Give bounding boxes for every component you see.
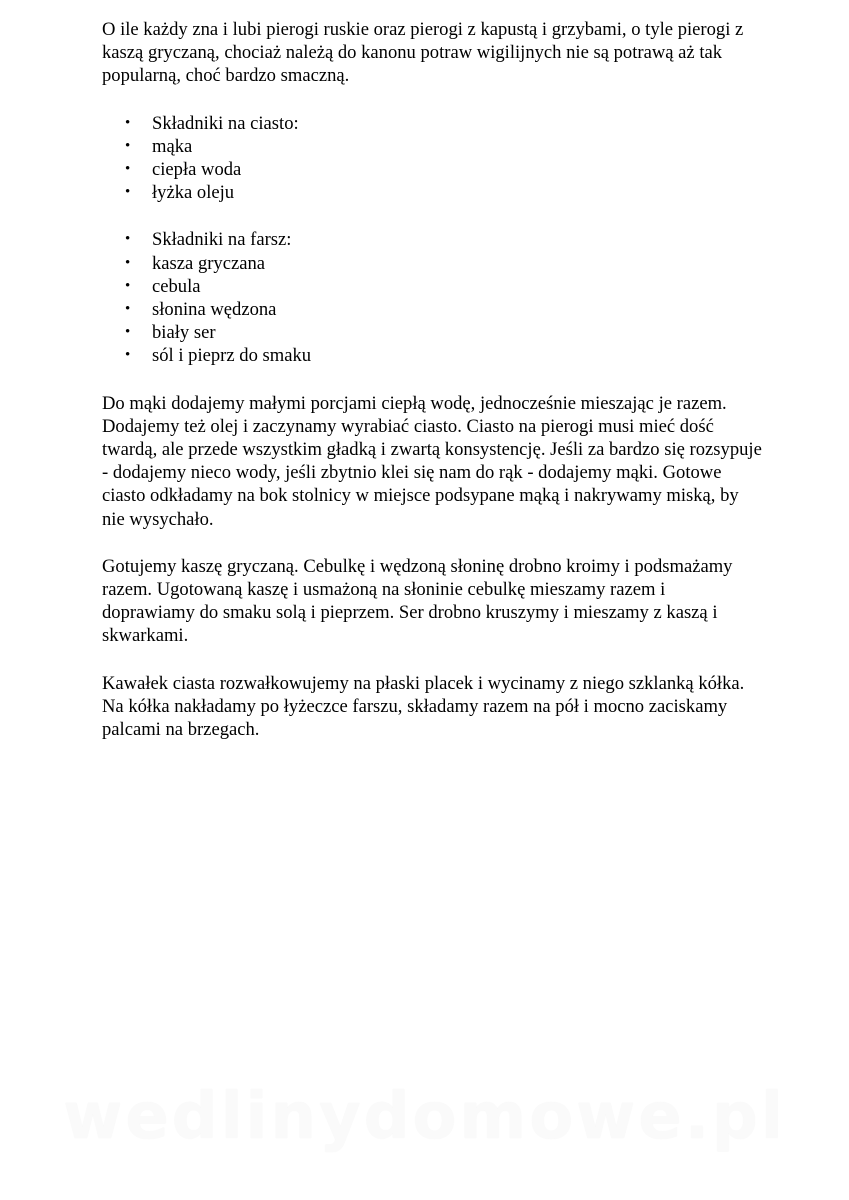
list-item: • kasza gryczana: [102, 252, 762, 275]
filling-instructions-paragraph: Gotujemy kaszę gryczaną. Cebulkę i wędzoną słoninę drobno kroimy i podsmażamy razem. Ugotowaną kaszę i usmażoną na słoninie cebulkę mieszamy razem i doprawiamy do smaku solą i pieprzem. Ser drobno kruszymy i mieszamy z kaszą i skwarkami.: [102, 555, 733, 647]
list-item: • mąka: [102, 135, 762, 158]
list-item: • łyżka oleju: [102, 181, 762, 204]
intro-paragraph: O ile każdy zna i lubi pierogi ruskie oraz pierogi z kapustą i grzybami, o tyle pierogi z kaszą gryczaną, chociaż należą do kanonu potraw wigilijnych nie są potrawą aż tak popularną, choć bardzo smaczną.: [102, 19, 744, 87]
list-item: • cebula: [102, 275, 762, 298]
list-item: • sól i pieprz do smaku: [102, 344, 762, 367]
list-item: • Składniki na farsz:: [102, 228, 762, 251]
list-item: • słonina wędzona: [102, 298, 762, 321]
filling-ingredients-list: [102, 228, 762, 367]
assembly-instructions-paragraph: Kawałek ciasta rozwałkowujemy na płaski placek i wycinamy z niego szklanką kółka. Na kółka nakładamy po łyżeczce farszu, składamy razem na pół i mocno zaciskamy palcami na brzegach.: [102, 672, 745, 741]
dough-ingredients-list: [102, 112, 762, 205]
document-body: [102, 18, 762, 765]
dough-instructions-paragraph: Do mąki dodajemy małymi porcjami ciepłą wodę, jednocześnie mieszając je razem. Dodajemy też olej i zaczynamy wyrabiać ciasto. Ciasto na pierogi musi mieć dość twardą, ale przede wszystkim gładką i zwartą konsystencję. Jeśli za bardzo się rozsypuje - dodajemy nieco wody, jeśli zbytnio klei się nam do rąk - dodajemy mąki. Gotowe ciasto odkładamy na bok stolnicy w miejsce podsypane mąką i nakrywamy miską, by nie wysychało.: [102, 392, 762, 530]
list-item: • Składniki na ciasto:: [102, 112, 762, 135]
list-item: • biały ser: [102, 321, 762, 344]
watermark: wedlinydomowe.pl: [63, 1080, 786, 1154]
list-item: • ciepła woda: [102, 158, 762, 181]
